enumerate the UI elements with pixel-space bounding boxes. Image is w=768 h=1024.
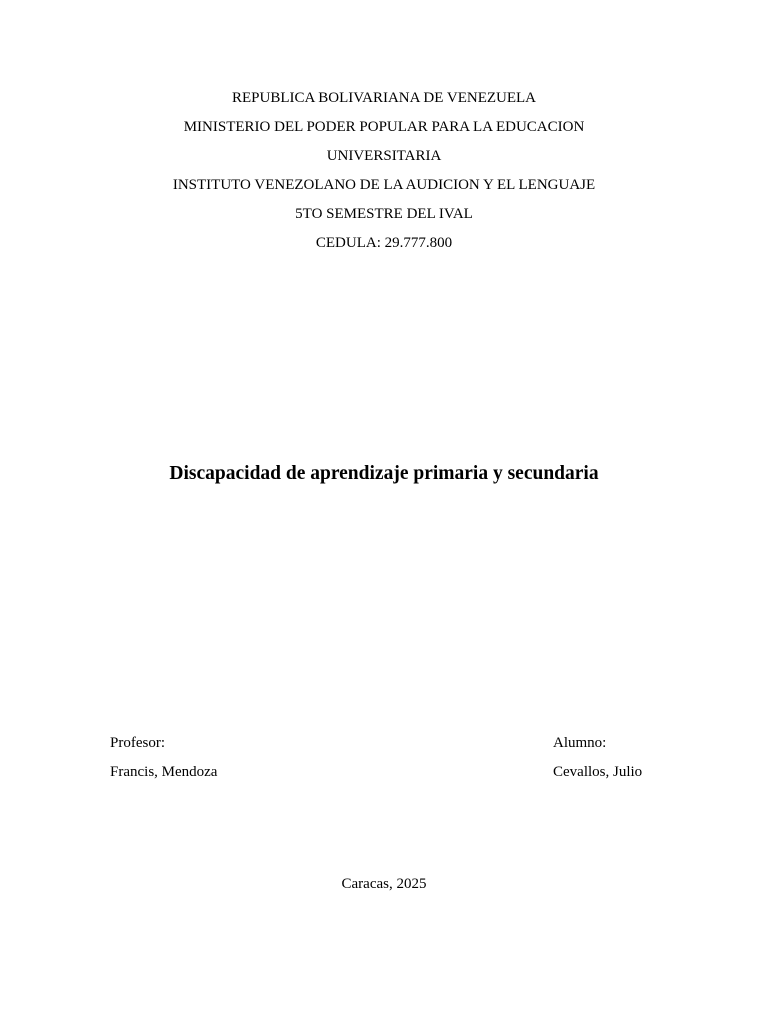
student-name: Cevallos, Julio [553, 764, 643, 780]
header-line-semester: 5TO SEMESTRE DEL IVAL [295, 206, 473, 222]
header-line-institute: INSTITUTO VENEZOLANO DE LA AUDICION Y EL LENGUAJE [172, 177, 596, 193]
professor-label: Profesor: [110, 735, 165, 751]
institution-header [0, 84, 768, 258]
place-date: Caracas, 2025 [341, 876, 427, 892]
header-line-republic: REPUBLICA BOLIVARIANA DE VENEZUELA [231, 90, 537, 106]
professor-block [110, 729, 217, 787]
header-line-id: CEDULA: 29.777.800 [315, 235, 453, 251]
student-block [553, 729, 642, 787]
header-line-ministry: MINISTERIO DEL PODER POPULAR PARA LA EDUCACION [183, 119, 585, 135]
student-label: Alumno: [553, 735, 607, 751]
document-title: Discapacidad de aprendizaje primaria y secundaria [169, 463, 599, 484]
professor-name: Francis, Mendoza [110, 764, 218, 780]
header-line-university: UNIVERSITARIA [326, 148, 442, 164]
